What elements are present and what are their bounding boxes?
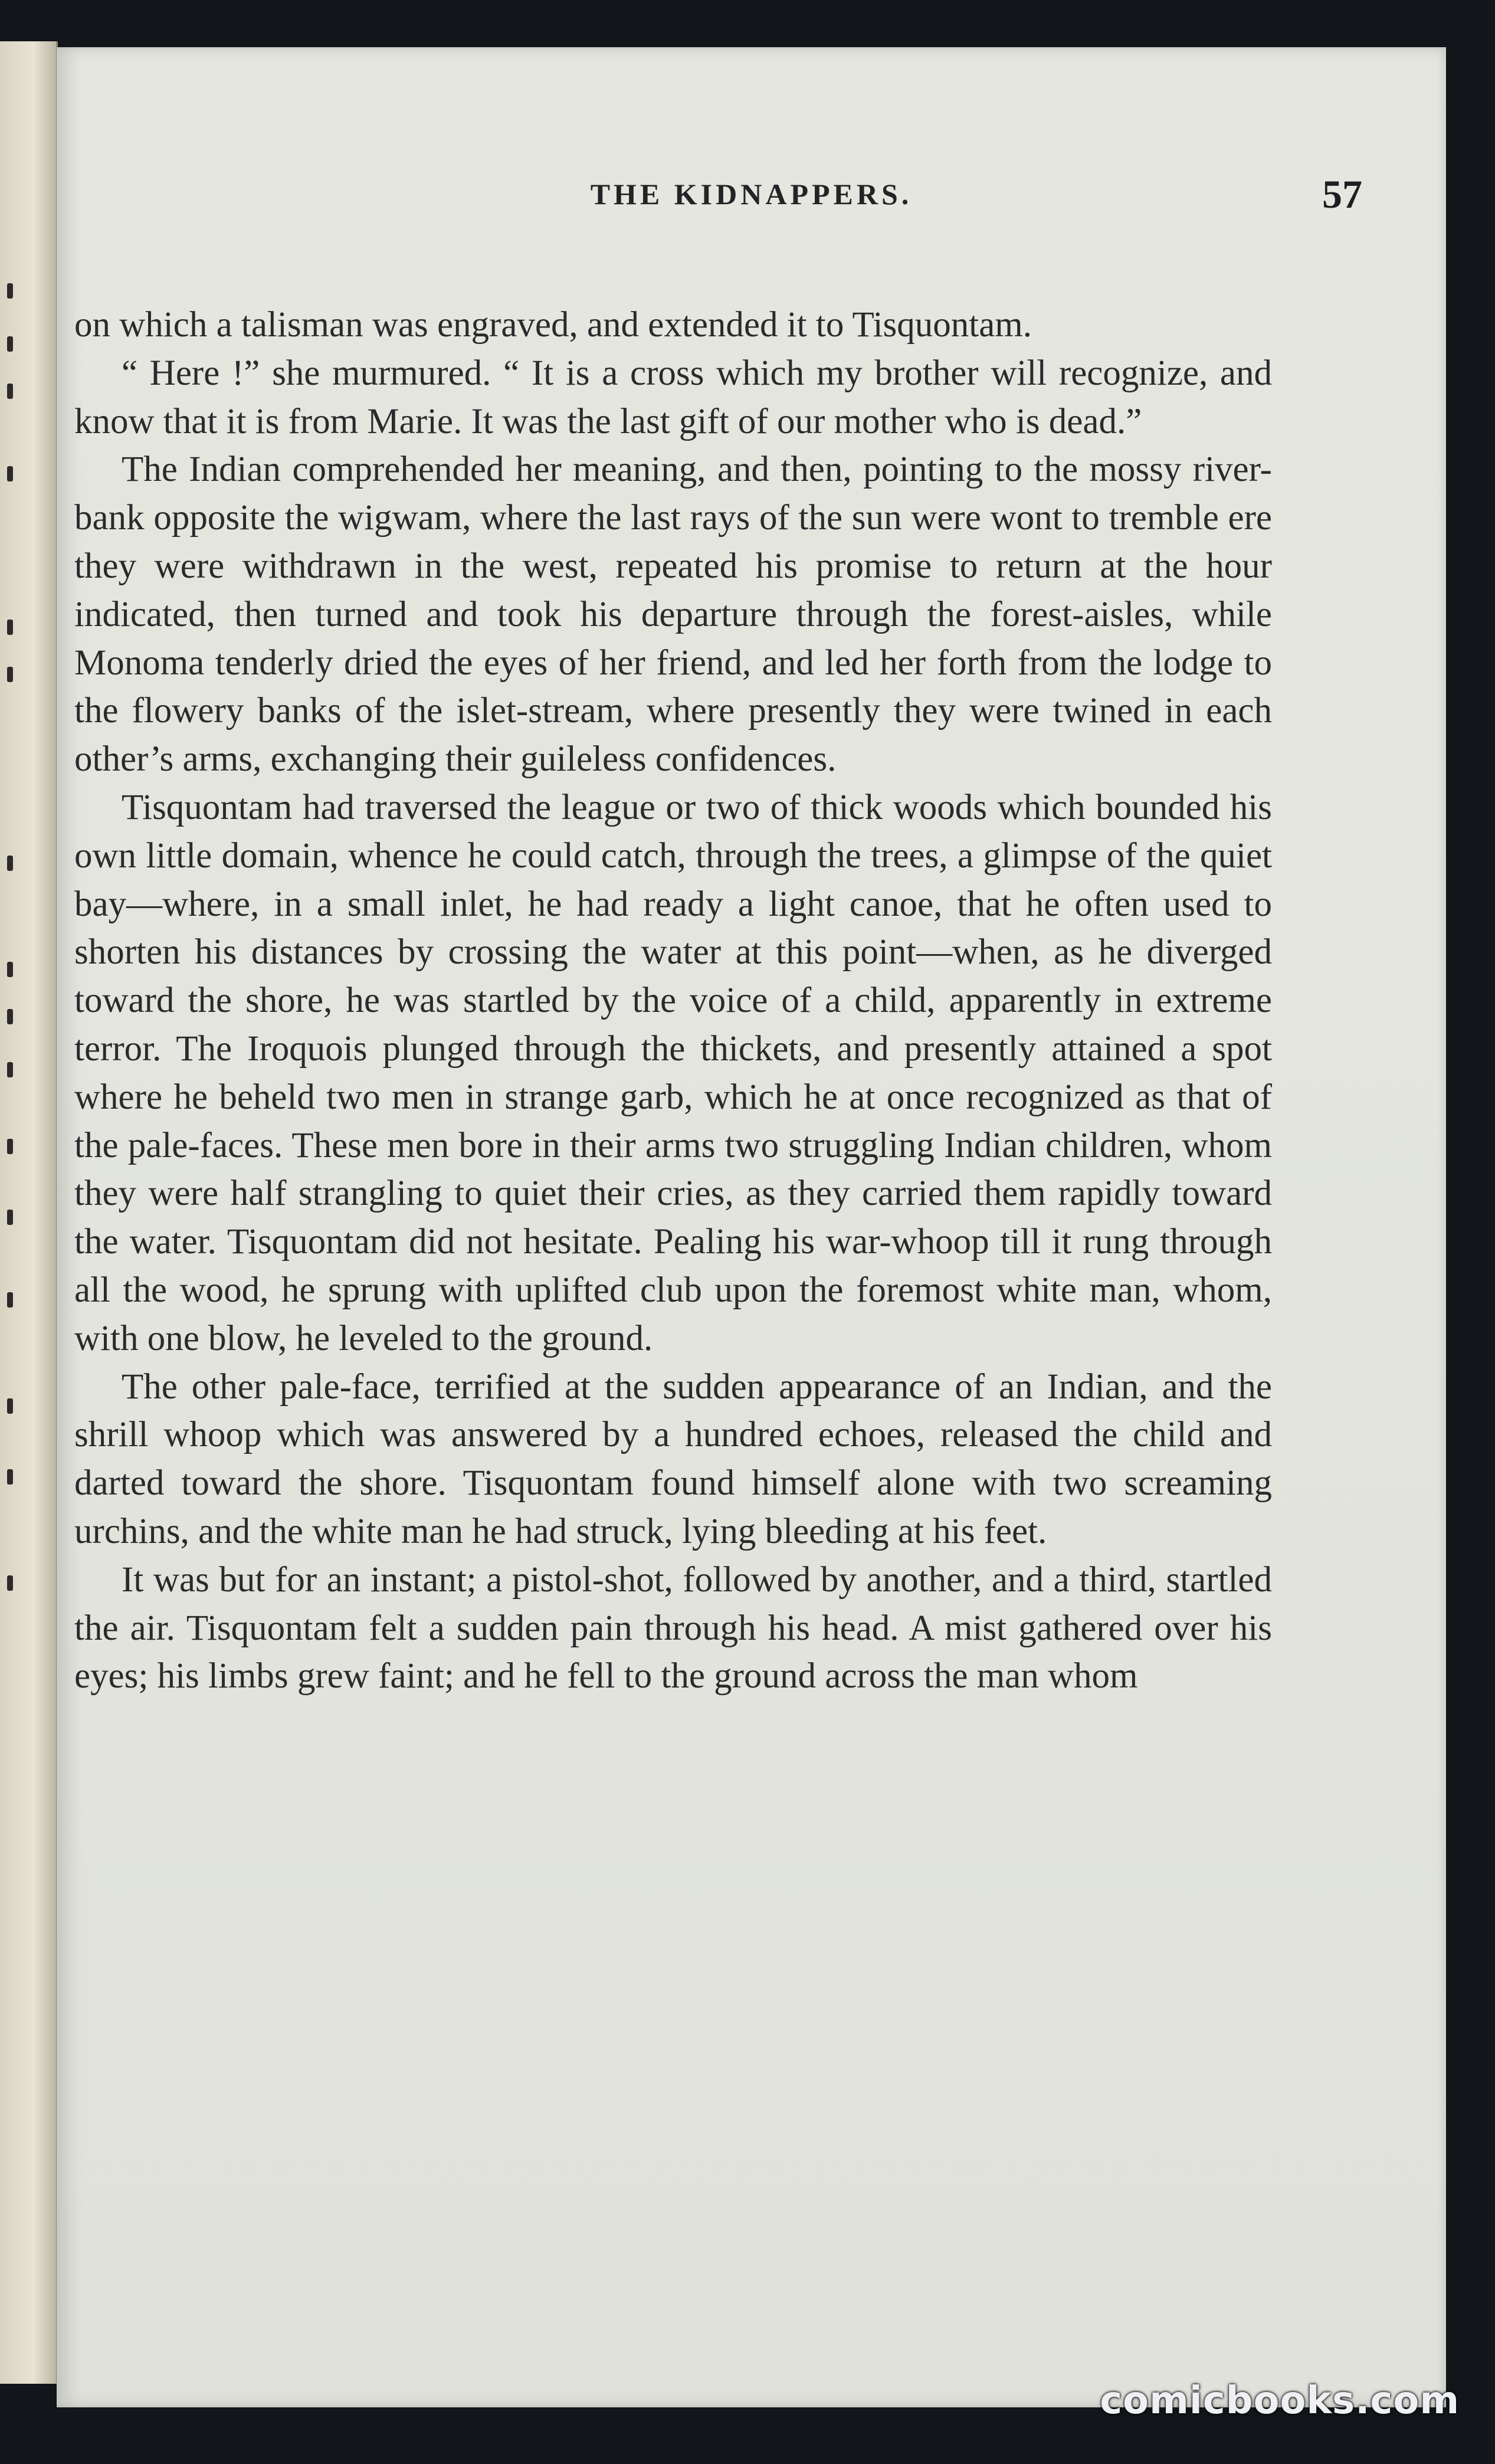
site-watermark: comicbooks.com — [1100, 2379, 1460, 2423]
paragraph: The Indian comprehended her meaning, and then, pointing to the mossy river-bank opposite the wigwam, where the last rays of the sun were wont to tremble ere they were withdrawn in the west, repeated his promise to return at the hour indicated, then turned and took his departure through the forest-aisles, while Monoma tenderly dried the eyes of her friend, and led her forth from the lodge to the flowery banks of the islet-stream, where presently they were twined in each other’s arms, exchanging their guileless confidences. — [74, 450, 1272, 779]
paragraph-continued: on which a talisman was engraved, and extended it to Tisquontam. — [74, 305, 1032, 345]
body-text — [74, 301, 1272, 1700]
paragraph: “ Here !” she murmured. “ It is a cross which my brother will recognize, and know that it is from Marie. It was the last gift of our mother who is dead.” — [74, 353, 1272, 441]
paragraph: Tisquontam had traversed the league or two of thick woods which bounded his own little domain, whence he could catch, through the trees, a glimpse of the quiet bay—where, in a small inlet, he had ready a light canoe, that he often used to shorten his distances by crossing the water at this point—when, as he diverged toward the shore, he was startled by the voice of a child, apparently in extreme terror. The Iroquois plunged through the thickets, and presently attained a spot where he beheld two men in strange garb, which he at once recognized as that of the pale-faces. These men bore in their arms two struggling Indian children, whom they were half strangling to quiet their cries, as they carried them rapidly toward the water. Tisquontam did not hesitate. Pealing his war-whoop till it rung through all the wood, he sprung with uplifted club upon the foremost white man, whom, with one blow, he leveled to the ground. — [74, 787, 1272, 1358]
adjacent-page-edge — [0, 41, 58, 2384]
book-page — [57, 47, 1446, 2407]
paragraph: It was but for an instant; a pistol-shot, followed by another, and a third, startled the air. Tisquontam felt a sudden pain through his head. A mist gathered over his eyes; his limbs grew faint; and he fell to the ground across the man whom — [74, 1559, 1272, 1696]
paragraph: The other pale-face, terrified at the sudden appearance of an Indian, and the shrill whoop which was answered by a hundred echoes, released the child and darted toward the shore. Tisquontam found himself alone with two screaming urchins, and the white man he had struck, lying bleeding at his feet. — [74, 1367, 1272, 1551]
page-number: 57 — [1322, 172, 1362, 217]
page-header — [57, 165, 1446, 236]
running-head-title: THE KIDNAPPERS. — [590, 178, 913, 211]
